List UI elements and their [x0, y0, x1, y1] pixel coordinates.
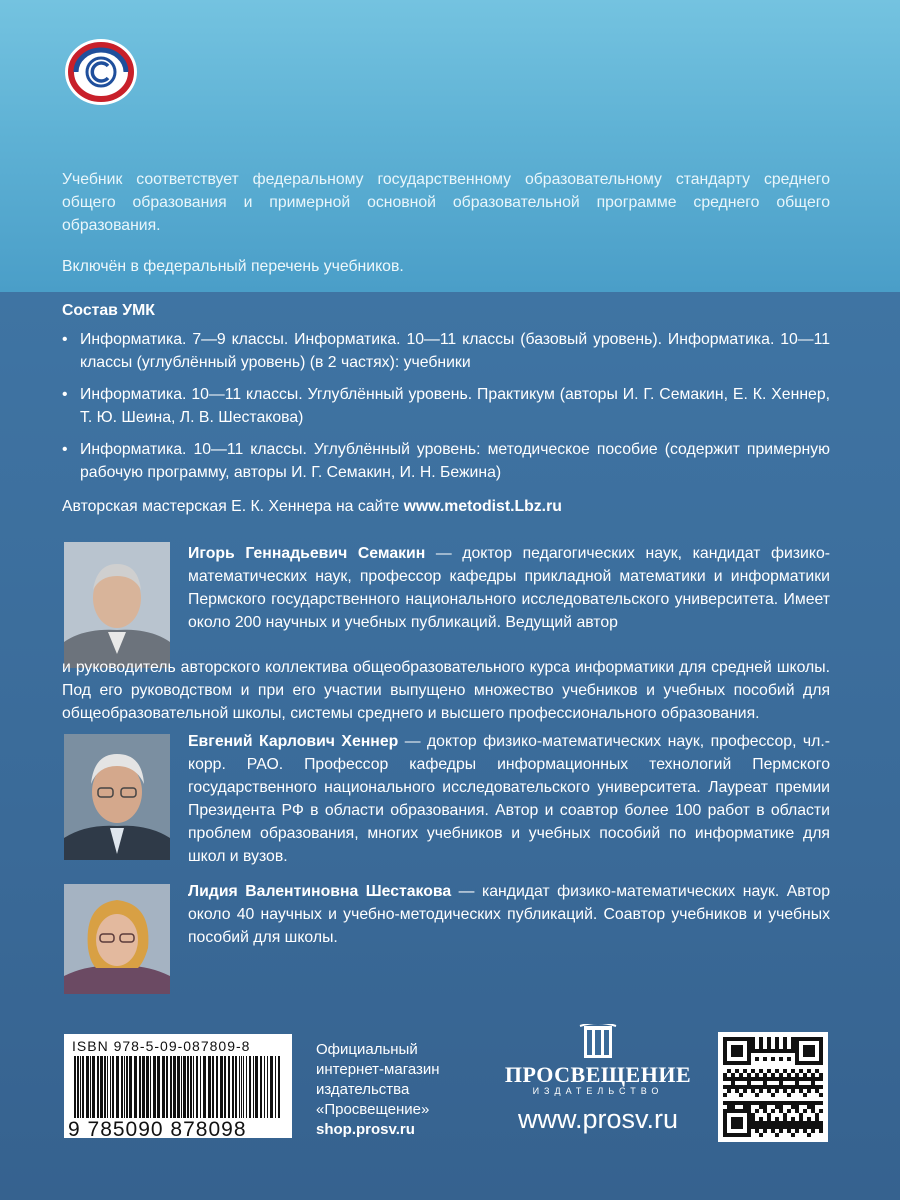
- isbn-label: ISBN 978-5-09-087809-8: [72, 1038, 251, 1054]
- publisher-name: ПРОСВЕЩЕНИЕ: [504, 1062, 692, 1087]
- publisher-emblem-icon: [62, 36, 140, 108]
- author-photo-semakin: [64, 542, 170, 668]
- online-shop-info: Официальный интернет-магазин издательства «Просвещение» shop.prosv.ru: [316, 1041, 440, 1138]
- isbn-digits: 9 785090 878098: [68, 1118, 247, 1141]
- umk-title: Состав УМК: [62, 302, 155, 319]
- author-bio-semakin: Игорь Геннадьевич Семакин — доктор педагогических наук, кандидат физико-математических наук, профессор кафедры прикладной математики и информатики Пермского государственного национального исследовательского университета. Имеет около 200 научных и учебных публикаций. Ведущий автор: [188, 545, 831, 631]
- author-name: Евгений Карлович Хеннер: [188, 733, 399, 750]
- publisher-subtitle: ИЗДАТЕЛЬСТВО: [532, 1086, 664, 1096]
- author-name: Игорь Геннадьевич Семакин: [188, 545, 426, 562]
- isbn-barcode-block: [64, 1034, 292, 1141]
- author-photo-henner: [64, 734, 170, 860]
- list-item: • Информатика. 7—9 классы. Информатика. 10—11 классы (базовый уровень). Информатика. 10—11 классы (углублённый уровень) (в 2 частях): учебники: [62, 331, 830, 371]
- barcode-icon: [72, 1056, 284, 1118]
- author-name: Лидия Валентиновна Шестакова: [188, 883, 452, 900]
- qr-code-icon[interactable]: [718, 1032, 828, 1142]
- author-photo-shestakova: [64, 884, 170, 994]
- shop-link[interactable]: shop.prosv.ru: [316, 1121, 415, 1138]
- author-bio-shestakova: Лидия Валентиновна Шестакова — кандидат физико-математических наук. Автор около 40 научных и учебно-методических публикаций. Соавтор учебников и учебных пособий для школы.: [188, 883, 830, 946]
- author-bio-henner: Евгений Карлович Хеннер — доктор физико-математических наук, профессор, чл.-корр. РАО. Профессор кафедры информационных технологий Пермского государственного национального исследовательского университета. Лауреат премии Президента РФ в области образования. Автор и соавтор более 100 работ в области проблем образования, многих учебников и учебных пособий по информатике для школ и вузов.: [188, 733, 831, 865]
- publisher-site-link[interactable]: www.prosv.ru: [517, 1104, 679, 1134]
- list-item: • Информатика. 10—11 классы. Углублённый уровень: методическое пособие (содержит примерную рабочую программу, авторы И. Г. Семакин, И. Н. Бежина): [62, 441, 830, 481]
- standard-compliance-text: Учебник соответствует федеральному государственному образовательному стандарту среднего общего образования и примерной основной образовательной программе среднего общего образования.: [62, 171, 830, 234]
- workshop-link[interactable]: www.metodist.Lbz.ru: [403, 498, 562, 515]
- federal-list-text: Включён в федеральный перечень учебников.: [62, 258, 404, 275]
- author-bio-semakin-continued: и руководитель авторского коллектива общеобразовательного курса информатики для средней школы. Под его руководством и при его участии выпущено множество учебников и учебных пособий для общеобразовательной школы, системы среднего и высшего профессионального образования.: [62, 659, 830, 722]
- workshop-text: Авторская мастерская Е. К. Хеннера на сайте: [62, 498, 404, 515]
- list-item: • Информатика. 10—11 классы. Углублённый уровень. Практикум (авторы И. Г. Семакин, Е. К. Хеннер, Т. Ю. Шеина, Л. В. Шестакова): [62, 386, 830, 426]
- author-workshop-line: [62, 498, 562, 516]
- umk-list: [62, 328, 830, 493]
